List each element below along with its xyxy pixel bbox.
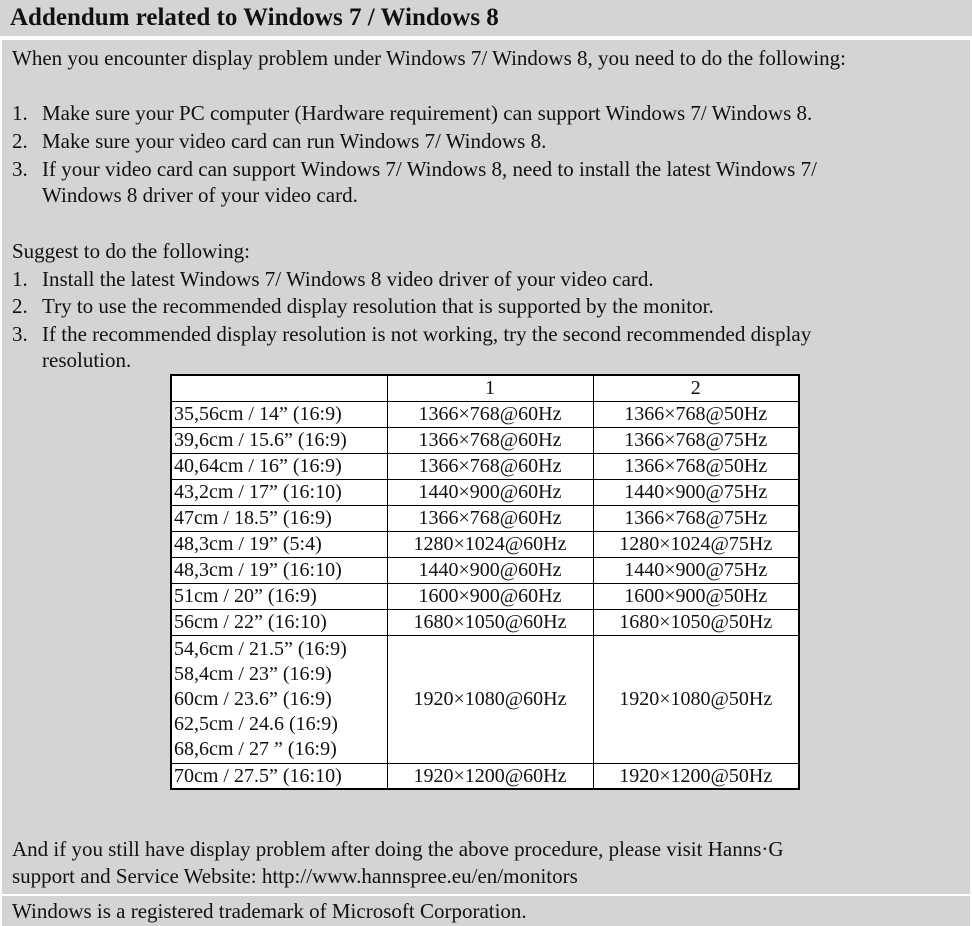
- table-header-cell: 1: [387, 375, 593, 401]
- resolution-1-cell: 1366×768@60Hz: [387, 427, 593, 453]
- screen-size-cell: 48,3cm / 19” (16:10): [171, 557, 387, 583]
- table-row: [171, 427, 799, 453]
- resolution-2-cell: 1920×1200@50Hz: [593, 763, 799, 789]
- requirement-item: If your video card can support Windows 7/ Windows 8, need to install the latest Windows 7/: [42, 157, 817, 181]
- screen-size-cell: 48,3cm / 19” (5:4): [171, 531, 387, 557]
- table-row-group: [171, 635, 799, 763]
- resolution-1-cell: 1920×1080@60Hz: [387, 635, 593, 763]
- requirement-number: 2.: [12, 129, 28, 153]
- page-title: Addendum related to Windows 7 / Windows 8: [10, 4, 499, 31]
- table-row: [171, 401, 799, 427]
- resolution-1-cell: 1366×768@60Hz: [387, 505, 593, 531]
- resolution-2-cell: 1366×768@75Hz: [593, 427, 799, 453]
- table-row: [171, 763, 799, 789]
- screen-size-cell: 40,64cm / 16” (16:9): [171, 453, 387, 479]
- requirement-item: Make sure your PC computer (Hardware requirement) can support Windows 7/ Windows 8.: [42, 101, 813, 125]
- resolution-2-cell: 1280×1024@75Hz: [593, 531, 799, 557]
- table-row: [171, 557, 799, 583]
- table-header-row: [171, 375, 799, 401]
- resolution-1-cell: 1366×768@60Hz: [387, 401, 593, 427]
- suggestion-number: 2.: [12, 294, 28, 318]
- resolution-2-cell: 1366×768@75Hz: [593, 505, 799, 531]
- table-header-cell: 2: [593, 375, 799, 401]
- table-row: [171, 479, 799, 505]
- suggestion-item-continued: resolution.: [42, 348, 132, 372]
- screen-size-cell: 43,2cm / 17” (16:10): [171, 479, 387, 505]
- table-row: [171, 531, 799, 557]
- resolution-2-cell: 1440×900@75Hz: [593, 479, 799, 505]
- support-website-text: support and Service Website: http://www.hannspree.eu/en/monitors: [12, 864, 578, 888]
- resolution-2-cell: 1680×1050@50Hz: [593, 609, 799, 635]
- closing-text: And if you still have display problem after doing the above procedure, please visit Hanns·G: [12, 837, 784, 861]
- screen-size-cell: 47cm / 18.5” (16:9): [171, 505, 387, 531]
- suggest-heading: Suggest to do the following:: [12, 239, 250, 263]
- suggestion-item: Install the latest Windows 7/ Windows 8 video driver of your video card.: [42, 267, 654, 291]
- suggestion-item: If the recommended display resolution is not working, try the second recommended display: [42, 322, 812, 346]
- resolution-1-cell: 1440×900@60Hz: [387, 479, 593, 505]
- screen-size-cell: 39,6cm / 15.6” (16:9): [171, 427, 387, 453]
- resolution-2-cell: 1600×900@50Hz: [593, 583, 799, 609]
- screen-size-line: 60cm / 23.6” (16:9): [174, 687, 332, 710]
- suggestion-item: Try to use the recommended display resolution that is supported by the monitor.: [42, 294, 714, 318]
- resolution-1-cell: 1440×900@60Hz: [387, 557, 593, 583]
- screen-size-line: 54,6cm / 21.5” (16:9): [174, 637, 347, 660]
- resolution-1-cell: 1280×1024@60Hz: [387, 531, 593, 557]
- screen-size-cell: 56cm / 22” (16:10): [171, 609, 387, 635]
- screen-size-line: 68,6cm / 27 ” (16:9): [174, 737, 337, 760]
- resolution-table: [170, 374, 800, 790]
- resolution-1-cell: 1680×1050@60Hz: [387, 609, 593, 635]
- screen-size-group-cell: [171, 635, 387, 763]
- screen-size-line: 58,4cm / 23” (16:9): [174, 662, 332, 685]
- resolution-1-cell: 1920×1200@60Hz: [387, 763, 593, 789]
- suggestion-number: 3.: [12, 322, 28, 346]
- requirement-number: 3.: [12, 157, 28, 181]
- intro-text: When you encounter display problem under Windows 7/ Windows 8, you need to do the following:: [12, 46, 846, 70]
- screen-size-line: 62,5cm / 24.6 (16:9): [174, 712, 338, 735]
- resolution-2-cell: 1920×1080@50Hz: [593, 635, 799, 763]
- trademark-notice: Windows is a registered trademark of Microsoft Corporation.: [12, 899, 527, 923]
- requirement-number: 1.: [12, 101, 28, 125]
- resolution-1-cell: 1366×768@60Hz: [387, 453, 593, 479]
- resolution-1-cell: 1600×900@60Hz: [387, 583, 593, 609]
- table-row: [171, 583, 799, 609]
- suggestion-number: 1.: [12, 267, 28, 291]
- table-header-cell: [171, 375, 387, 401]
- requirement-item-continued: Windows 8 driver of your video card.: [42, 183, 358, 207]
- title-bar: [0, 0, 972, 38]
- table-row: [171, 505, 799, 531]
- table-row: [171, 453, 799, 479]
- resolution-2-cell: 1366×768@50Hz: [593, 401, 799, 427]
- screen-size-cell: 51cm / 20” (16:9): [171, 583, 387, 609]
- resolution-2-cell: 1366×768@50Hz: [593, 453, 799, 479]
- table-row: [171, 609, 799, 635]
- screen-size-cell: 35,56cm / 14” (16:9): [171, 401, 387, 427]
- resolution-2-cell: 1440×900@75Hz: [593, 557, 799, 583]
- requirement-item: Make sure your video card can run Windows 7/ Windows 8.: [42, 129, 547, 153]
- screen-size-cell: 70cm / 27.5” (16:10): [171, 763, 387, 789]
